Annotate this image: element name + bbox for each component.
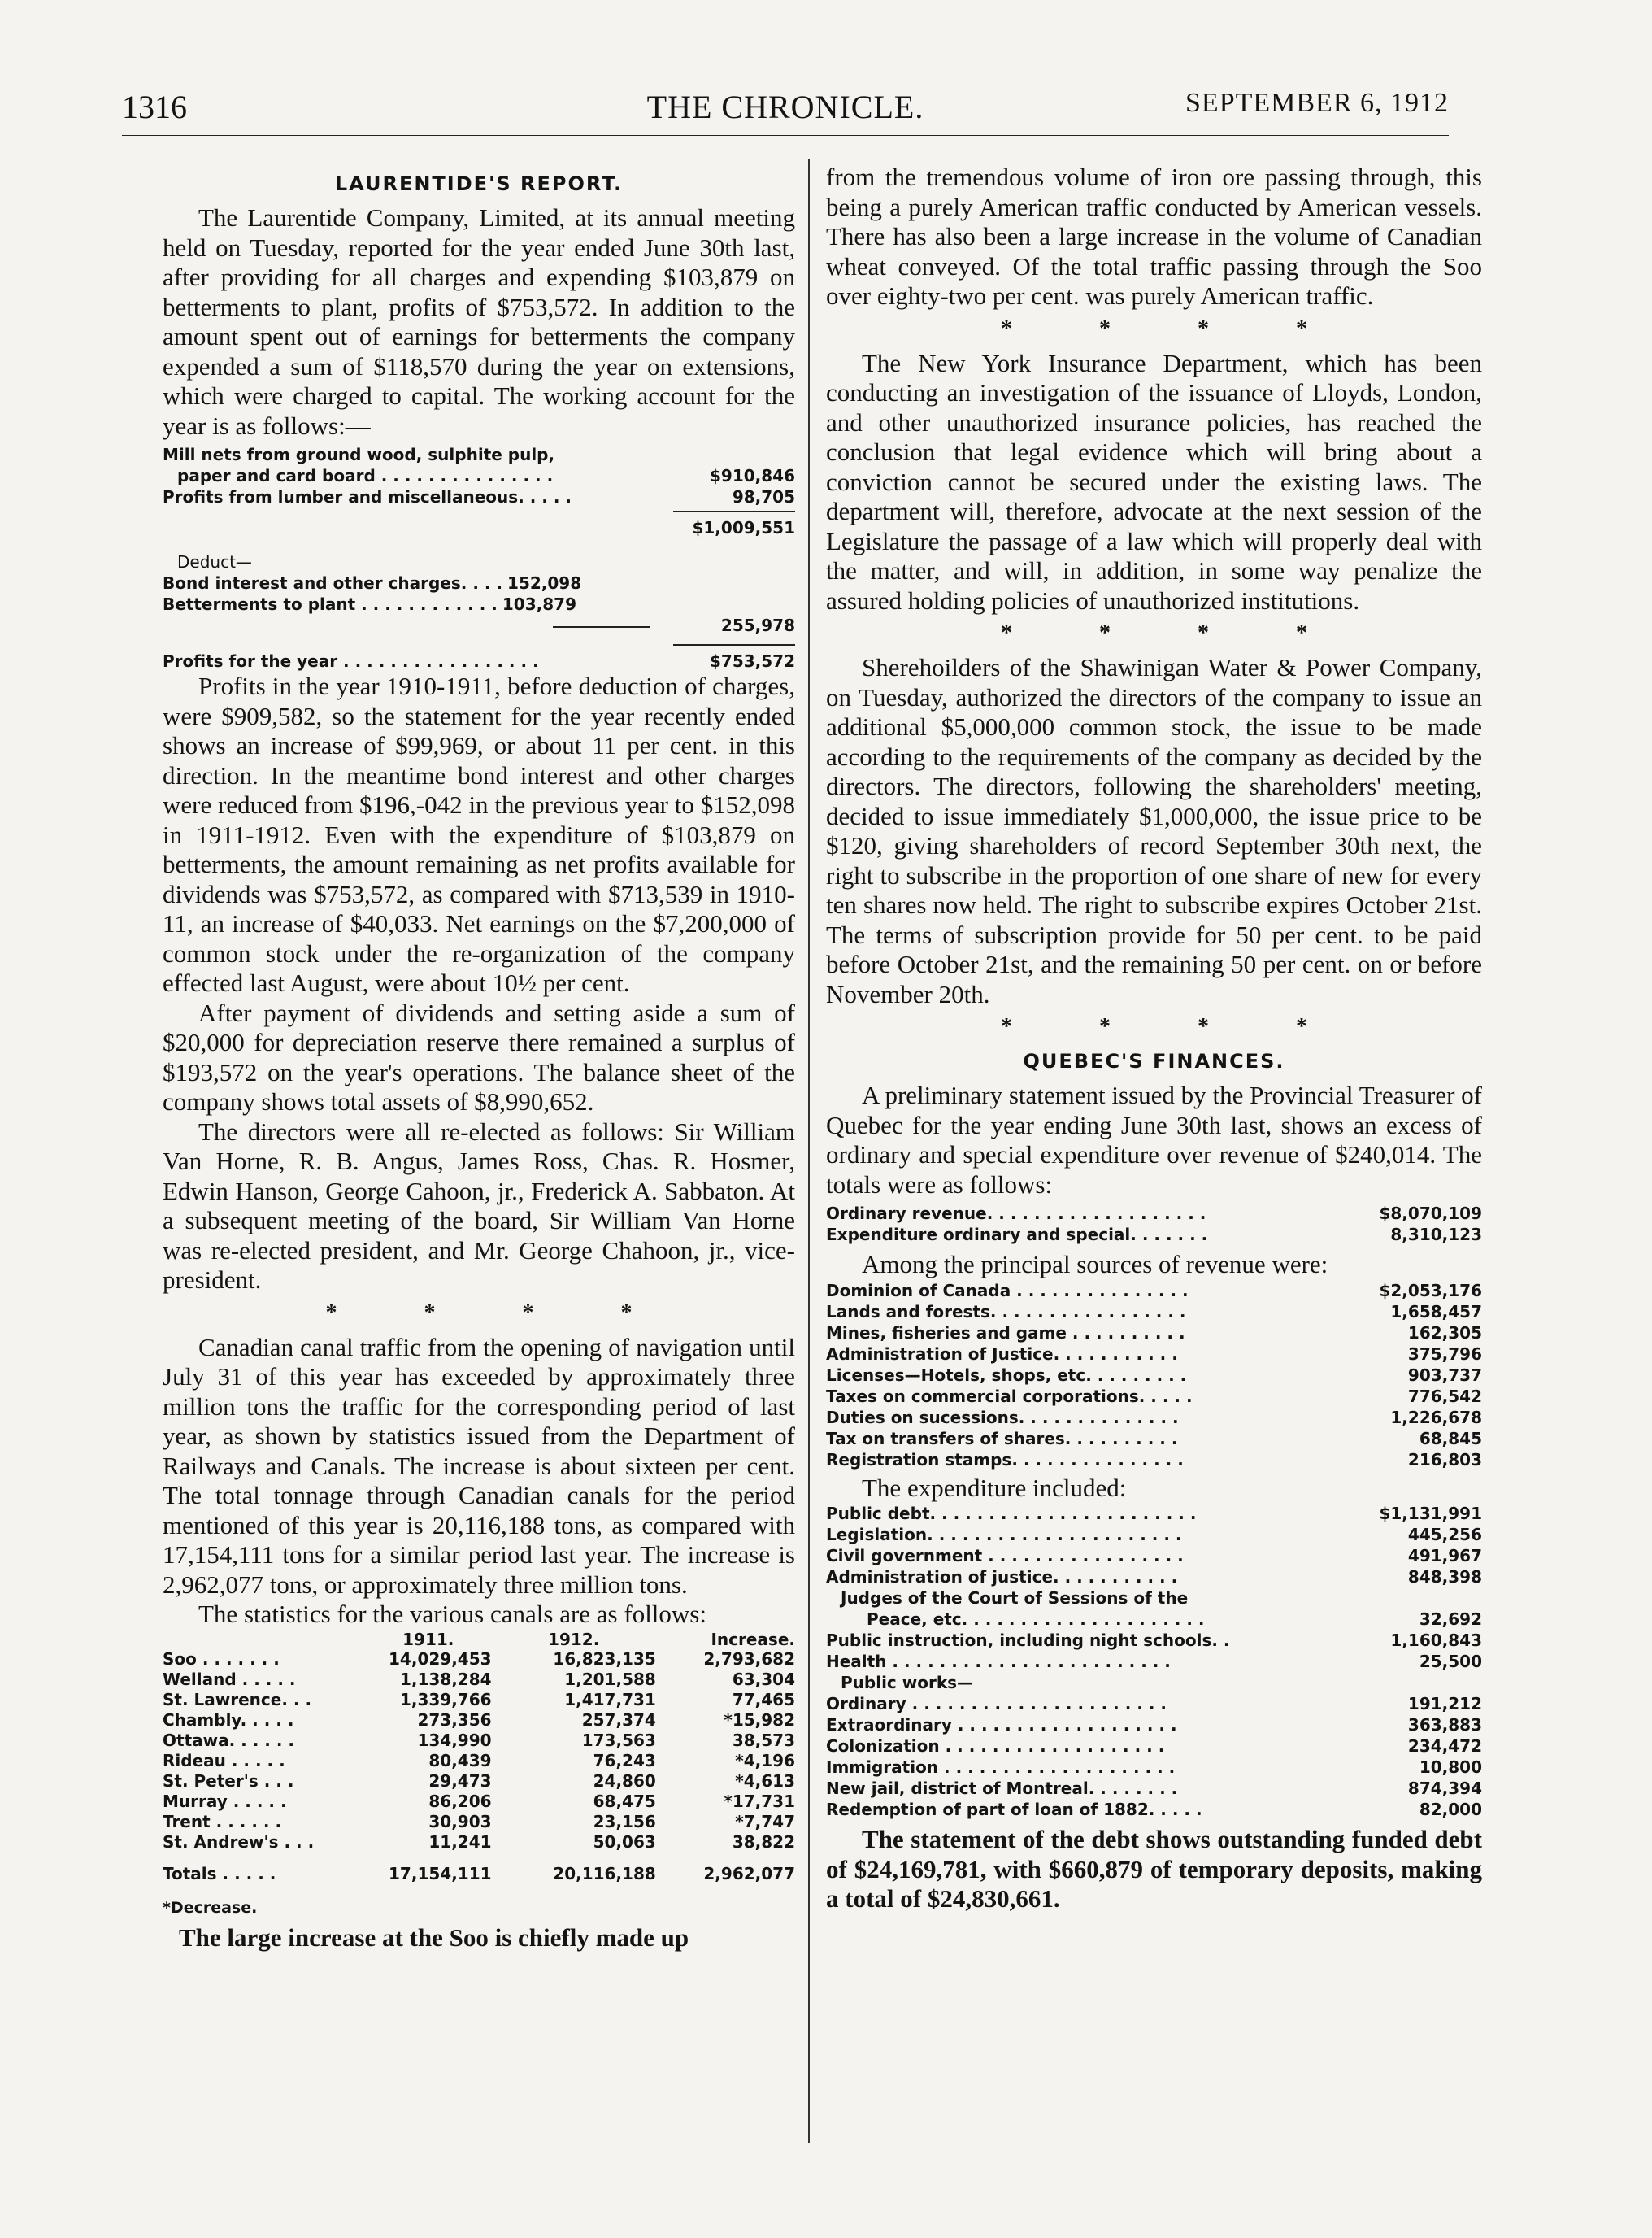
revenue-row xyxy=(826,1428,1482,1449)
expenditure-row-label: Public instruction, including night schools. . xyxy=(826,1631,1230,1650)
quebec-paragraph-last: The statement of the debt shows outstanding funded debt of $24,169,781, with $660,879 of temporary deposits, making a total of $24,830,661. xyxy=(826,1825,1482,1913)
revenue-row-label: Administration of Justice. . . . . . . . . . . xyxy=(826,1343,1178,1364)
section-separator: * * * * xyxy=(1001,620,1348,646)
totals-1912: 20,116,188 xyxy=(553,1863,656,1883)
canal-increase: *4,613 xyxy=(735,1770,795,1791)
revenue-row-value: 776,542 xyxy=(1407,1386,1482,1406)
quebec-total-row-label: Ordinary revenue. . . . . . . . . . . . . . . . . . . xyxy=(826,1204,1206,1223)
revenue-row xyxy=(826,1343,1482,1365)
canal-increase: 2,793,682 xyxy=(703,1648,795,1669)
canal-1911: 29,473 xyxy=(428,1770,492,1791)
canal-name: St. Peter's . . . xyxy=(163,1770,294,1791)
judges-label-1: Judges of the Court of Sessions of the xyxy=(841,1588,1189,1608)
quebec-total-row-value: 8,310,123 xyxy=(1390,1225,1482,1244)
canal-paragraph-1: Canadian canal traffic from the opening of navigation until July 31 of this year has exceeded by approximately three million tons the traffic for the corresponding period of last year, as shown by statistics issued from the Department of Railways and Canals. The increase is about sixteen per cent. The total tonnage through Canadian canals for the period mentioned of this year is 20,116,188 tons, as compared with 17,154,111 tons for a similar period last year. The increase is 2,962,077 tons, or approximately three million tons. xyxy=(163,1332,795,1599)
public-works-row xyxy=(826,1735,1482,1757)
canal-increase: *4,196 xyxy=(735,1750,795,1770)
issue-date: SEPTEMBER 6, 1912 xyxy=(1185,88,1449,118)
expenditure-row xyxy=(826,1651,1482,1672)
canal-table xyxy=(163,1630,795,1884)
public-works-row-label: Ordinary . . . . . . . . . . . . . . . . . . . . . . xyxy=(826,1694,1167,1713)
subtotal-value: $1,009,551 xyxy=(692,518,795,538)
canal-1911: 11,241 xyxy=(428,1831,492,1852)
laurentide-paragraph-2: Profits in the year 1910-1911, before deduction of charges, were $909,582, so the statement for the year recently ended shows an increase of $99,969, or about 11 per cent. in this direction. In the meantime bond interest and other charges were reduced from $196,-042 in the previous year to $152,098 in 1911-1912. Even with the expenditure of $103,879 on betterments, the amount remaining as net profits available for dividends was $753,572, as compared with $713,539 in 1910-11, an increase of $40,033. Net earnings on the $7,200,000 of common stock under the re-organization of the company effected last August, were about 10½ per cent. xyxy=(163,672,795,997)
canal-table-row xyxy=(163,1649,795,1670)
canal-name: Soo . . . . . . . xyxy=(163,1648,280,1669)
canal-1912: 23,156 xyxy=(593,1811,656,1831)
revenue-row-value: $2,053,176 xyxy=(1379,1280,1482,1300)
canal-increase: *15,982 xyxy=(724,1709,795,1730)
public-works-row-label: Redemption of part of loan of 1882. . . . . xyxy=(826,1800,1202,1819)
canal-1911: 30,903 xyxy=(428,1811,492,1831)
public-works-row-value: 191,212 xyxy=(1407,1694,1482,1713)
canal-1911: 1,138,284 xyxy=(399,1669,492,1689)
expenditure-row xyxy=(826,1566,1482,1587)
canal-table-row xyxy=(163,1690,795,1710)
quebec-total-row xyxy=(826,1203,1482,1224)
deduct-label: Deduct— xyxy=(177,552,252,572)
canal-1912: 257,374 xyxy=(581,1709,656,1730)
totals-1911: 17,154,111 xyxy=(389,1863,492,1883)
canal-last-line: The large increase at the Soo is chiefly made up xyxy=(179,1922,689,1952)
bond-value: 152,098 xyxy=(507,573,582,593)
canal-1911: 273,356 xyxy=(417,1709,492,1730)
canal-table-row xyxy=(163,1710,795,1731)
expenditure-row-value: $1,131,991 xyxy=(1379,1504,1482,1523)
expenditure-list xyxy=(826,1503,1482,1820)
revenue-row-value: 1,658,457 xyxy=(1390,1301,1482,1321)
canal-increase: 63,304 xyxy=(732,1669,795,1689)
revenue-intro: Among the principal sources of revenue were: xyxy=(862,1250,1328,1278)
decrease-footnote: *Decrease. xyxy=(163,1898,258,1917)
canal-continuation: from the tremendous volume of iron ore passing through, this being a purely American traffic conducted by American vessels. There has also been a large increase in the volume of Canadian wheat conveyed. Of the total traffic passing through the Soo over eighty-two per cent. was purely American traffic. xyxy=(826,163,1482,310)
totals-increase: 2,962,077 xyxy=(703,1863,795,1883)
quebec-total-row-value: $8,070,109 xyxy=(1379,1204,1482,1223)
section-separator: * * * * xyxy=(1001,1014,1348,1039)
revenue-row xyxy=(826,1301,1482,1322)
expenditure-row-value: 445,256 xyxy=(1407,1525,1482,1544)
canal-1912: 24,860 xyxy=(593,1770,656,1791)
totals-label: Totals . . . . . xyxy=(163,1863,276,1883)
canal-totals-row xyxy=(163,1853,795,1884)
public-works-row xyxy=(826,1799,1482,1820)
profits-label: Profits for the year . . . . . . . . . . . . . . . . . xyxy=(163,651,539,671)
publication-title: THE CHRONICLE. xyxy=(646,89,924,125)
revenue-row-label: Taxes on commercial corporations. . . . . xyxy=(826,1386,1193,1406)
lumber-row xyxy=(163,486,795,507)
canal-table-row xyxy=(163,1771,795,1792)
revenue-row-value: 216,803 xyxy=(1407,1449,1482,1470)
betterments-row xyxy=(163,594,795,615)
shawinigan-paragraph: Sherehoilders of the Shawinigan Water & Power Company, on Tuesday, authorized the directors of the company to issue an additional $5,000,000 common stock, the issue to be made according to the requirements of the company as decided by the directors. The directors, following the shareholders' meeting, decided to issue immediately $1,000,000, the issue price to be $120, giving shareholders of record September 30th next, the right to subscribe in the proportion of one share of new for every ten shares now held. The right to subscribe expires October 21st. The terms of subscription provide for 50 per cent. to be paid before October 21st, and the remaining 50 per cent. on or before November 20th. xyxy=(826,653,1482,1008)
canal-table-row xyxy=(163,1792,795,1812)
section-separator: * * * * xyxy=(1001,316,1348,342)
canal-increase: *7,747 xyxy=(735,1811,795,1831)
canal-table-row xyxy=(163,1731,795,1751)
col-1912: 1912. xyxy=(548,1629,600,1649)
public-works-label: Public works— xyxy=(841,1673,974,1692)
revenue-row-label: Duties on sucessions. . . . . . . . . . . . . . xyxy=(826,1407,1179,1427)
expenditure-row-value: 25,500 xyxy=(1419,1652,1482,1671)
revenue-row xyxy=(826,1449,1482,1470)
judges-value: 32,692 xyxy=(1419,1609,1482,1629)
expenditure-row xyxy=(826,1630,1482,1651)
canal-increase: 77,465 xyxy=(732,1689,795,1709)
public-works-row-value: 234,472 xyxy=(1407,1736,1482,1756)
canal-paragraph-2: The statistics for the various canals are as follows: xyxy=(198,1600,706,1628)
deduct-total-row xyxy=(163,615,795,636)
section-separator: * * * * xyxy=(325,1300,673,1326)
revenue-row-label: Mines, fisheries and game . . . . . . . . . . xyxy=(826,1322,1185,1343)
quebec-paragraph-1: A preliminary statement issued by the Provincial Treasurer of Quebec for the year ending June 30th last, shows an excess of ordinary and special expenditure over revenue of $240,014. The totals were as follows: xyxy=(826,1081,1482,1199)
canal-1912: 1,201,588 xyxy=(564,1669,656,1689)
expenditure-row-label: Public debt. . . . . . . . . . . . . . . . . . . . . . . xyxy=(826,1504,1197,1523)
public-works-row xyxy=(826,1778,1482,1799)
public-works-row xyxy=(826,1757,1482,1778)
sum-rule xyxy=(673,511,795,512)
public-works-row-value: 82,000 xyxy=(1419,1800,1482,1819)
revenue-row xyxy=(826,1386,1482,1407)
bond-row xyxy=(163,573,795,594)
public-works-row-value: 874,394 xyxy=(1407,1779,1482,1798)
expenditure-row-label: Civil government . . . . . . . . . . . . . . . . . xyxy=(826,1546,1184,1565)
revenue-row-value: 1,226,678 xyxy=(1390,1407,1482,1427)
revenue-row-value: 162,305 xyxy=(1407,1322,1482,1343)
revenue-row-value: 375,796 xyxy=(1407,1343,1482,1364)
canal-name: Trent . . . . . . xyxy=(163,1811,282,1831)
canal-increase: 38,573 xyxy=(732,1730,795,1750)
revenue-row-label: Dominion of Canada . . . . . . . . . . . . . . . xyxy=(826,1280,1189,1300)
revenue-row-label: Tax on transfers of shares. . . . . . . . . . xyxy=(826,1428,1178,1448)
revenue-row-label: Licenses—Hotels, shops, etc. . . . . . . . . xyxy=(826,1365,1187,1385)
profits-row xyxy=(163,651,795,672)
expenditure-row-label: Health . . . . . . . . . . . . . . . . . . . . . . . . xyxy=(826,1652,1171,1671)
profit-rule xyxy=(673,644,795,646)
revenue-row-label: Lands and forests. . . . . . . . . . . . . . . . . xyxy=(826,1301,1186,1321)
revenue-row-value: 903,737 xyxy=(1407,1365,1482,1385)
canal-name: St. Lawrence. . . xyxy=(163,1689,312,1709)
header-rule xyxy=(122,135,1449,137)
col-1911: 1911. xyxy=(402,1629,454,1649)
canal-table-row xyxy=(163,1751,795,1771)
canal-name: Rideau . . . . . xyxy=(163,1750,285,1770)
canal-1911: 14,029,453 xyxy=(389,1648,492,1669)
expenditure-row xyxy=(826,1545,1482,1566)
canal-1912: 76,243 xyxy=(593,1750,656,1770)
page-number: 1316 xyxy=(122,89,187,125)
public-works-row xyxy=(826,1693,1482,1714)
left-column xyxy=(163,163,795,1953)
column-divider xyxy=(808,159,810,2143)
canal-1911: 80,439 xyxy=(428,1750,492,1770)
public-works-row xyxy=(826,1714,1482,1735)
revenue-row-value: 68,845 xyxy=(1419,1428,1482,1448)
laurentide-paragraph-4: The directors were all re-elected as follows: Sir William Van Horne, R. B. Angus, James Ross, Chas. R. Hosmer, Edwin Hanson, George Cahoon, jr., Frederick A. Sabbaton. At a subsequent meeting of the board, Sir William Van Horne was re-elected president, and Mr. George Chahoon, jr., vice-president. xyxy=(163,1117,795,1294)
revenue-row xyxy=(826,1365,1482,1386)
revenue-row xyxy=(826,1407,1482,1428)
public-works-row-value: 363,883 xyxy=(1407,1715,1482,1735)
expenditure-row-value: 1,160,843 xyxy=(1390,1631,1482,1650)
canal-1912: 173,563 xyxy=(581,1730,656,1750)
judges-row xyxy=(826,1609,1482,1630)
expenditure-intro: The expenditure included: xyxy=(862,1473,1127,1502)
subtotal-row xyxy=(163,517,795,538)
expenditure-row-value: 491,967 xyxy=(1407,1546,1482,1565)
lumber-value: 98,705 xyxy=(732,487,795,507)
quebec-heading: QUEBEC'S FINANCES. xyxy=(1023,1050,1285,1073)
mill-row xyxy=(163,465,795,486)
quebec-total-row xyxy=(826,1224,1482,1245)
quebec-total-row-label: Expenditure ordinary and special. . . . . . . xyxy=(826,1225,1208,1244)
expenditure-row xyxy=(826,1524,1482,1545)
canal-table-row xyxy=(163,1832,795,1853)
canal-1912: 16,823,135 xyxy=(553,1648,656,1669)
expenditure-row-label: Legislation. . . . . . . . . . . . . . . . . . . . . . xyxy=(826,1525,1182,1544)
mill-value: $910,846 xyxy=(709,466,795,485)
col-increase: Increase. xyxy=(711,1629,795,1649)
page-header xyxy=(122,88,1449,137)
right-column xyxy=(826,163,1482,1914)
public-works-row-label: Extraordinary . . . . . . . . . . . . . . . . . . . xyxy=(826,1715,1177,1735)
canal-increase: *17,731 xyxy=(724,1791,795,1811)
canal-table-row xyxy=(163,1670,795,1690)
profits-value: $753,572 xyxy=(709,651,795,671)
working-account xyxy=(163,444,795,672)
canal-table-row xyxy=(163,1812,795,1832)
public-works-row-label: Immigration . . . . . . . . . . . . . . . . . . . . xyxy=(826,1757,1176,1777)
canal-name: Ottawa. . . . . . xyxy=(163,1730,294,1750)
laurentide-paragraph-1: The Laurentide Company, Limited, at its annual meeting held on Tuesday, reported for the year ended June 30th last, after providing for all charges and expending $103,879 on betterments to plant, profits of $753,572. In addition to the amount spent out of earnings for betterments the company expended a sum of $118,570 during the year on extensions, which were charged to capital. The working account for the year is as follows:— xyxy=(163,203,795,440)
expenditure-row-label: Administration of justice. . . . . . . . . . . xyxy=(826,1567,1178,1587)
canal-1912: 50,063 xyxy=(593,1831,656,1852)
laurentide-paragraph-3: After payment of dividends and setting aside a sum of $20,000 for depreciation reserve there remained a surplus of $193,572 on the year's operations. The balance sheet of the company shows total assets of $8,990,652. xyxy=(163,998,795,1116)
canal-1911: 86,206 xyxy=(428,1791,492,1811)
canal-1912: 1,417,731 xyxy=(564,1689,656,1709)
canal-1912: 68,475 xyxy=(593,1791,656,1811)
revenue-row-label: Registration stamps. . . . . . . . . . . . . . . xyxy=(826,1449,1184,1470)
canal-name: St. Andrew's . . . xyxy=(163,1831,315,1852)
revenue-list xyxy=(826,1280,1482,1470)
public-works-row-label: Colonization . . . . . . . . . . . . . . . . . . . xyxy=(826,1736,1165,1756)
revenue-row xyxy=(826,1280,1482,1301)
quebec-totals xyxy=(826,1203,1482,1245)
expenditure-row-value: 848,398 xyxy=(1407,1567,1482,1587)
canal-table-header xyxy=(163,1630,795,1649)
expenditure-row xyxy=(826,1503,1482,1524)
public-works-row-label: New jail, district of Montreal. . . . . . . . xyxy=(826,1779,1178,1798)
betterments-label: Betterments to plant . . . . . . . . . . . . xyxy=(163,594,498,614)
bond-label: Bond interest and other charges. . . . xyxy=(163,573,503,593)
ny-insurance-paragraph: The New York Insurance Department, which has been conducting an investigation of the issuance of Lloyds, London, and other unauthorized insurance policies, has reached the conclusion that legal evidence which will bring about a conviction cannot be secured under the existing laws. The department will, therefore, advocate at the next session of the Legislature the passage of a law which will properly deal with the matter, and will, in addition, in some way penalize the assured holding policies of unauthorized institutions. xyxy=(826,348,1482,615)
public-works-row-value: 10,800 xyxy=(1419,1757,1482,1777)
canal-name: Murray . . . . . xyxy=(163,1791,287,1811)
betterments-value: 103,879 xyxy=(502,594,576,614)
canal-name: Welland . . . . . xyxy=(163,1669,296,1689)
judges-label-2: Peace, etc. . . . . . . . . . . . . . . . . . . . . xyxy=(867,1609,1205,1629)
canal-name: Chambly. . . . . xyxy=(163,1709,294,1730)
laurentide-heading: LAURENTIDE'S REPORT. xyxy=(334,172,624,195)
canal-1911: 134,990 xyxy=(417,1730,492,1750)
canal-increase: 38,822 xyxy=(732,1831,795,1852)
revenue-row xyxy=(826,1322,1482,1343)
mill-label-2: paper and card board . . . . . . . . . . . . . . . xyxy=(177,466,554,485)
canal-1911: 1,339,766 xyxy=(399,1689,492,1709)
deduct-total-value: 255,978 xyxy=(720,616,795,635)
mill-label-1: Mill nets from ground wood, sulphite pulp, xyxy=(163,445,555,464)
lumber-label: Profits from lumber and miscellaneous. . . . . xyxy=(163,487,572,507)
